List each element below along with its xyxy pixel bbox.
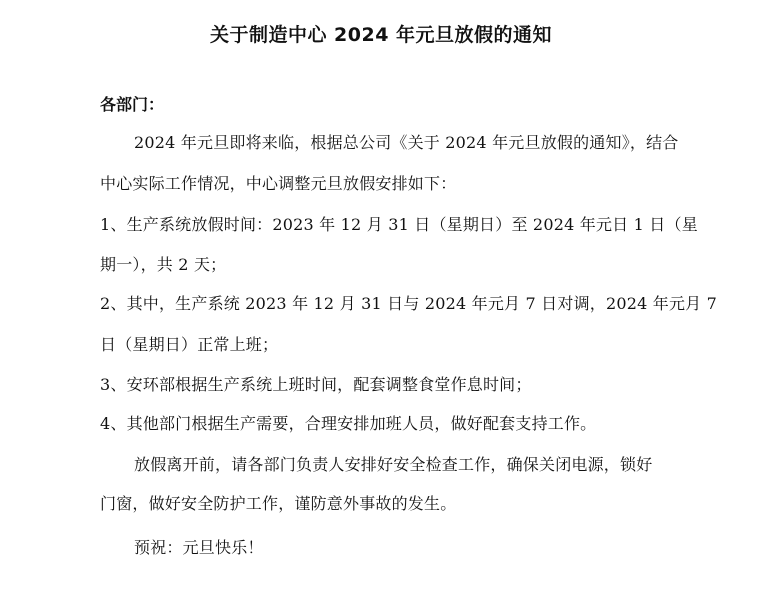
closing-greeting: 预祝：元旦快乐！ <box>134 538 264 557</box>
body-line: 1、生产系统放假时间：2023 年 12 月 31 日（星期日）至 2024 年元日 1 日（星 <box>100 215 698 234</box>
body-line: 2、其中，生产系统 2023 年 12 月 31 日与 2024 年元月 7 日对调，2024 年元月 7 <box>100 294 718 313</box>
body-line: 日（星期日）正常上班； <box>100 335 279 354</box>
body-line: 放假离开前，请各部门负责人安排好安全检查工作，确保关闭电源，锁好 <box>134 455 653 474</box>
body-line: 中心实际工作情况，中心调整元旦放假安排如下： <box>100 174 457 193</box>
salutation: 各部门： <box>100 95 165 114</box>
body-line: 4、其他部门根据生产需要，合理安排加班人员，做好配套支持工作。 <box>100 414 597 433</box>
notice-title: 关于制造中心 2024 年元旦放假的通知 <box>209 24 553 46</box>
body-line: 门窗，做好安全防护工作，谨防意外事故的发生。 <box>100 494 457 513</box>
body-line: 3、安环部根据生产系统上班时间，配套调整食堂作息时间； <box>100 375 532 394</box>
body-line: 2024 年元旦即将来临，根据总公司《关于 2024 年元旦放假的通知》，结合 <box>134 133 679 152</box>
body-line: 期一），共 2 天； <box>100 255 227 274</box>
